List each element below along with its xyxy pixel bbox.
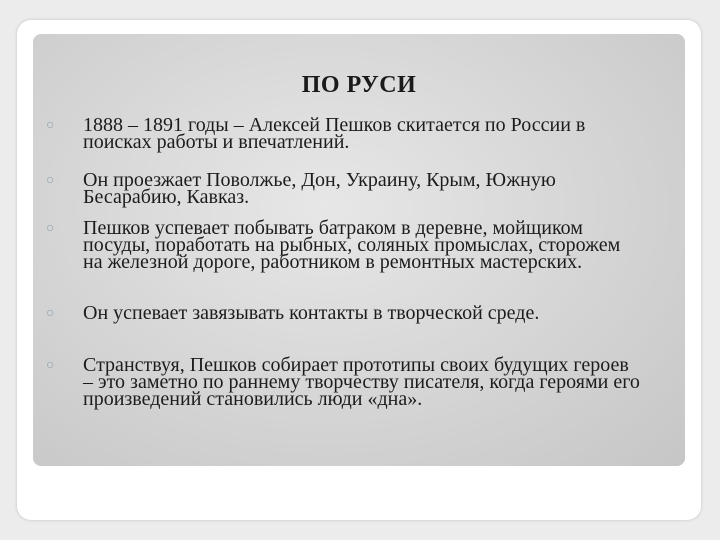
bullet-text: Он успевает завязывать контакты в творческой среде. xyxy=(83,302,540,324)
slide xyxy=(17,20,701,520)
circle-bullet-icon: ○ xyxy=(46,173,55,188)
circle-bullet-icon: ○ xyxy=(46,118,55,133)
content-panel xyxy=(33,34,685,466)
bullet-text: Он проезжает Поволжье, Дон, Украину, Крым, Южную Бесарабию, Кавказ. xyxy=(83,169,556,208)
bullet-text: Странствуя, Пешков собирает прототипы своих будущих героев – это заметно по раннему творчеству писателя, когда героями его произведений становились люди «дна». xyxy=(83,354,640,410)
bullet-text: Пешков успевает побывать батраком в деревне, мойщиком посуды, поработать на рыбных, соляных промыслах, сторожем на железной дороге, работником в ремонтных мастерских. xyxy=(83,217,621,273)
circle-bullet-icon: ○ xyxy=(46,221,55,236)
slide-title: ПО РУСИ xyxy=(301,72,417,98)
bullet-item xyxy=(46,354,643,410)
bullet-item xyxy=(46,217,643,273)
bullet-item xyxy=(46,114,643,153)
bullet-text: 1888 – 1891 годы – Алексей Пешков скитается по России в поисках работы и впечатлений. xyxy=(83,114,586,153)
circle-bullet-icon: ○ xyxy=(46,358,55,373)
circle-bullet-icon: ○ xyxy=(46,306,55,321)
bullet-item xyxy=(46,169,643,208)
bullet-item xyxy=(46,302,643,324)
